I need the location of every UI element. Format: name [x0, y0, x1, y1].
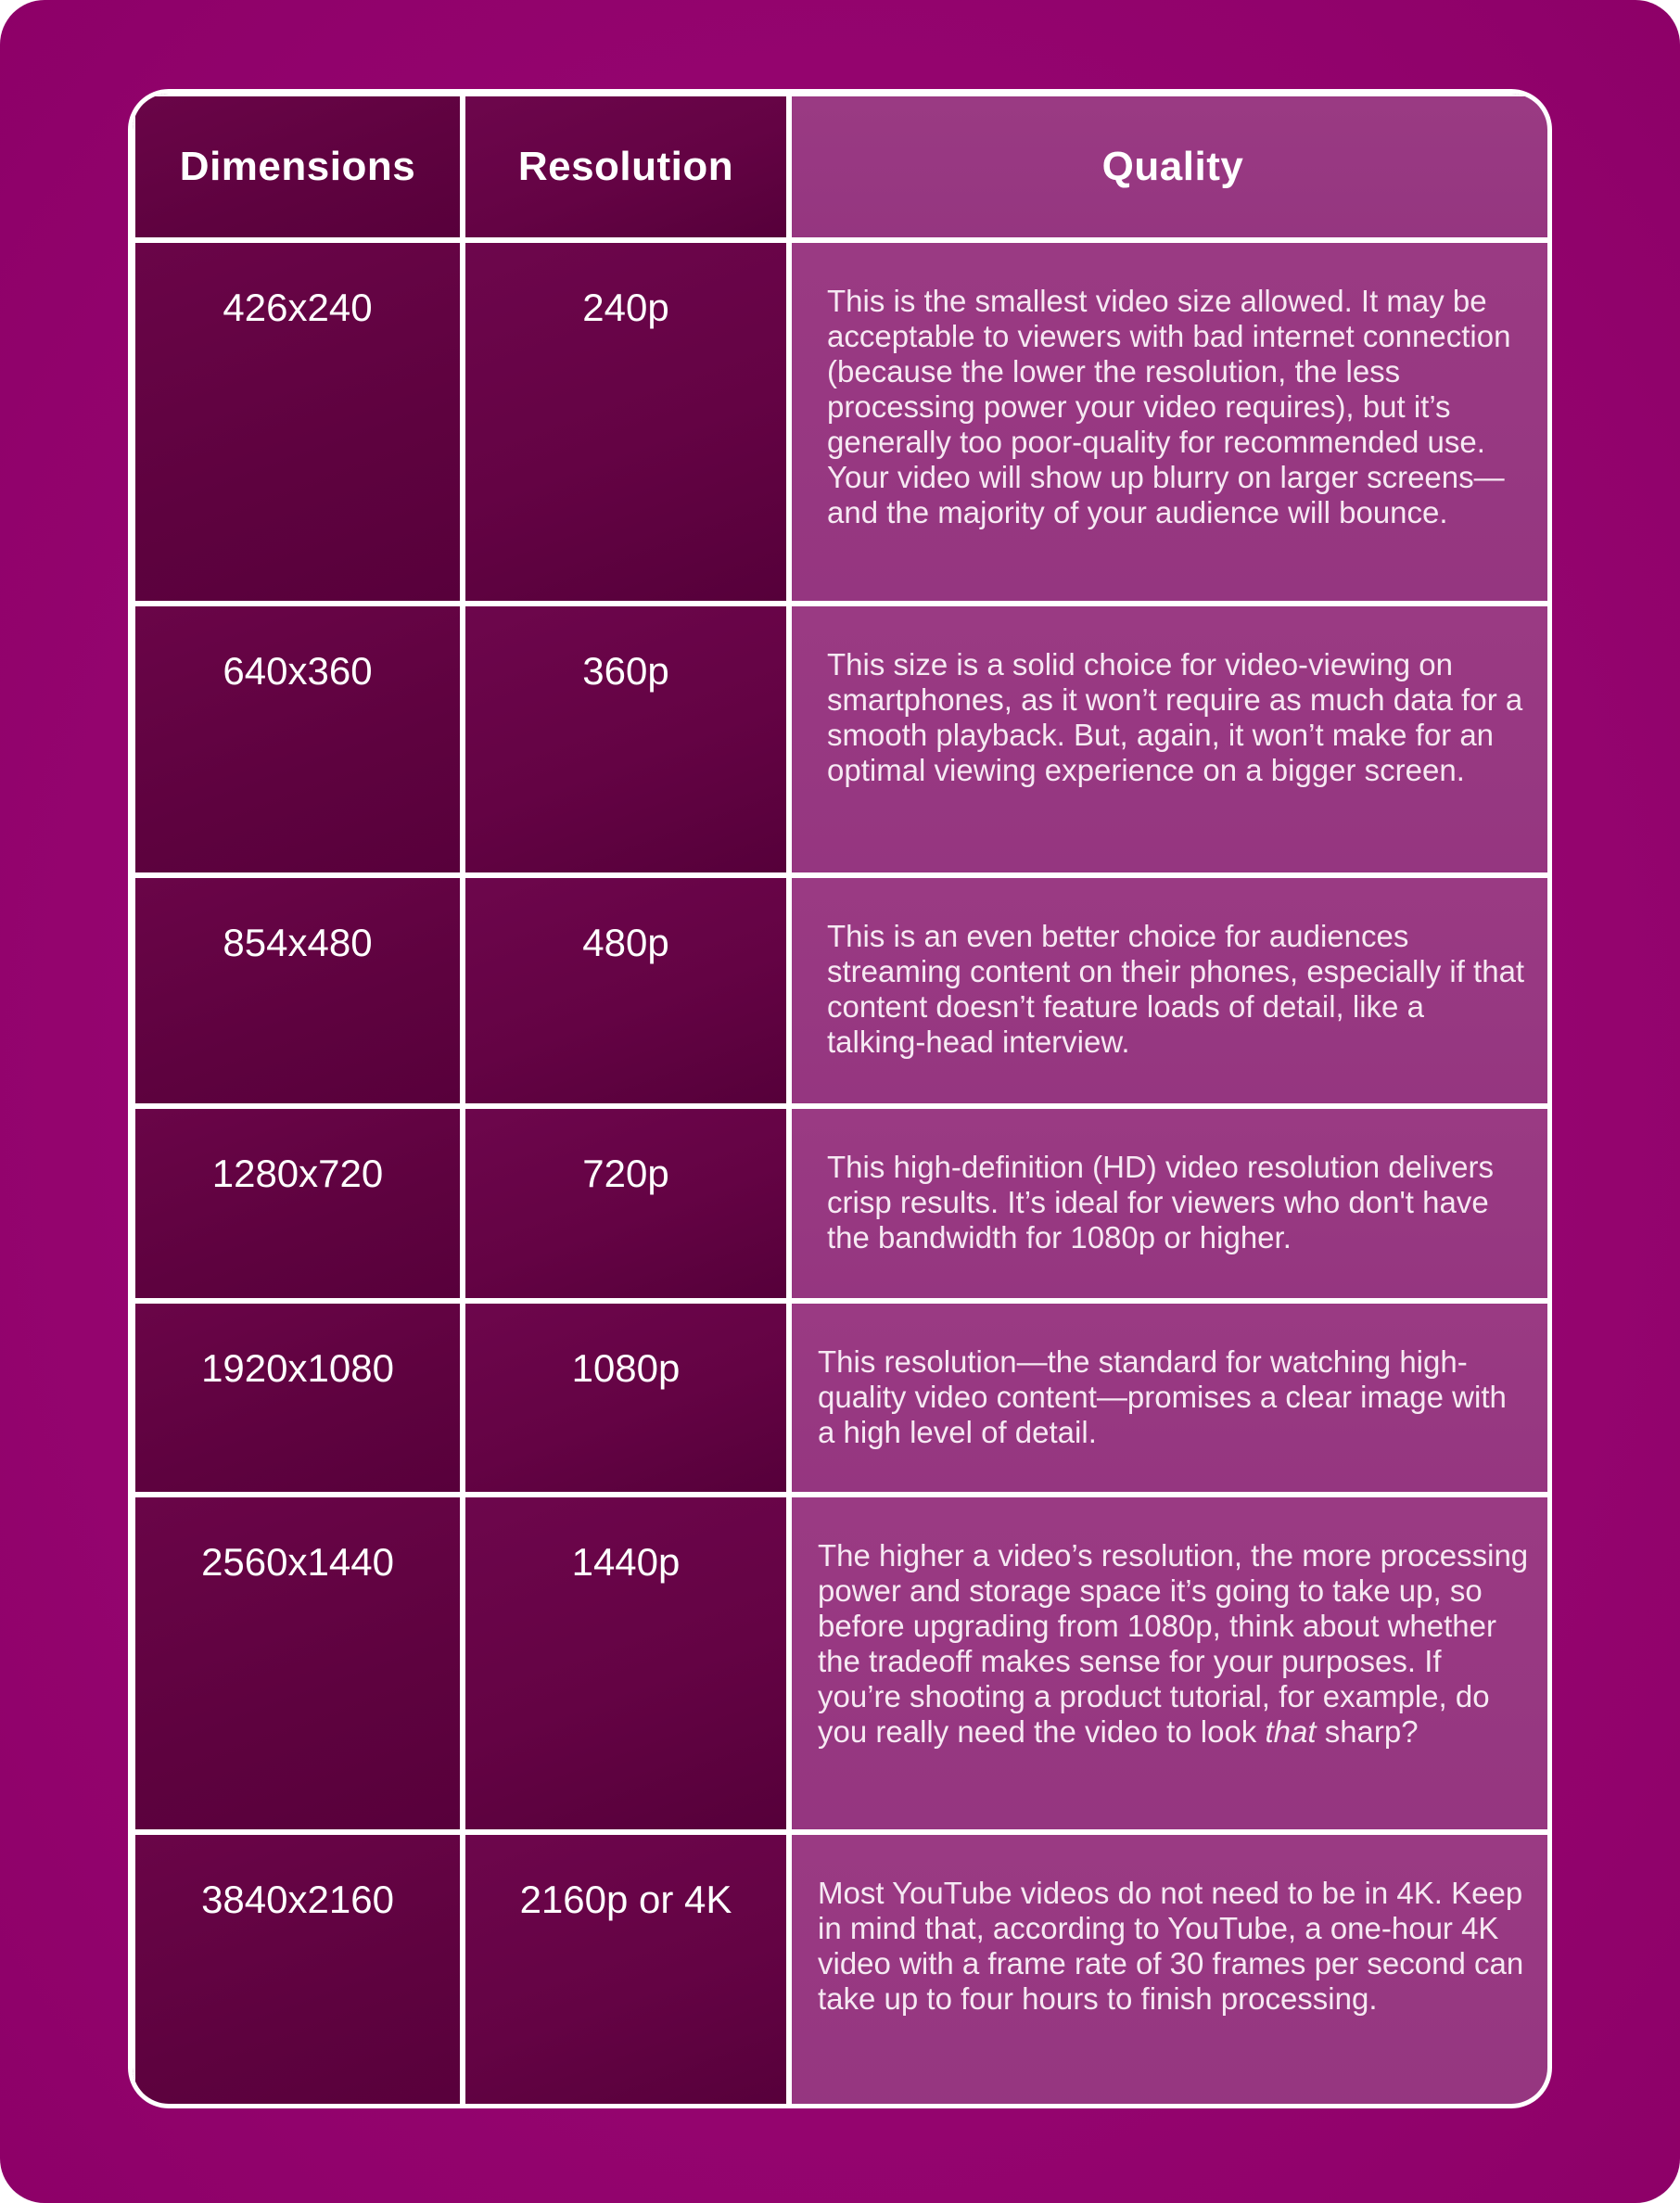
- table-row: [133, 1106, 1552, 1301]
- header-dimensions: Dimensions: [133, 94, 463, 240]
- cell-dimensions: 1280x720: [133, 1106, 463, 1301]
- table-header-row: [133, 94, 1552, 240]
- resolution-table: [130, 91, 1552, 2108]
- cell-quality: Most YouTube videos do not need to be in 4K. Keep in mind that, according to YouTube, a one-hour 4K video with a frame rate of 30 frames per second can take up to four hours to finish processing.: [789, 1832, 1552, 2108]
- cell-dimensions: 1920x1080: [133, 1301, 463, 1495]
- cell-quality: This size is a solid choice for video-viewing on smartphones, as it won’t require as much data for a smooth playback. But, again, it won’t make for an optimal viewing experience on a bigger screen.: [789, 604, 1552, 875]
- quality-emphasis: that: [1265, 1714, 1317, 1749]
- table-row: [133, 1301, 1552, 1495]
- table-row: [133, 1832, 1552, 2108]
- cell-dimensions: 2560x1440: [133, 1495, 463, 1832]
- cell-quality: [789, 1495, 1552, 1832]
- cell-resolution: 360p: [463, 604, 789, 875]
- table-row: [133, 1495, 1552, 1832]
- header-resolution: Resolution: [463, 94, 789, 240]
- cell-quality: This resolution—the standard for watching high-quality video content—promises a clear image with a high level of detail.: [789, 1301, 1552, 1495]
- resolution-table-frame: [128, 89, 1552, 2108]
- cell-dimensions: 3840x2160: [133, 1832, 463, 2108]
- cell-resolution: 1080p: [463, 1301, 789, 1495]
- table-row: [133, 240, 1552, 604]
- cell-resolution: 720p: [463, 1106, 789, 1301]
- table-row: [133, 604, 1552, 875]
- cell-dimensions: 426x240: [133, 240, 463, 604]
- cell-dimensions: 640x360: [133, 604, 463, 875]
- cell-quality: This is an even better choice for audiences streaming content on their phones, especially if that content doesn’t feature loads of detail, like a talking-head interview.: [789, 875, 1552, 1106]
- quality-text: The higher a video’s resolution, the more processing power and storage space it’s going to take up, so before upgrading from 1080p, think about whether the tradeoff makes sense for your purposes. If you’re shooting a product tutorial, for example, do you really need the video to look: [818, 1538, 1529, 1749]
- table-row: [133, 875, 1552, 1106]
- cell-resolution: 480p: [463, 875, 789, 1106]
- cell-resolution: 240p: [463, 240, 789, 604]
- cell-quality: This high-definition (HD) video resolution delivers crisp results. It’s ideal for viewers who don't have the bandwidth for 1080p or higher.: [789, 1106, 1552, 1301]
- header-quality: Quality: [789, 94, 1552, 240]
- quality-text-end: sharp?: [1316, 1714, 1419, 1749]
- cell-resolution: 1440p: [463, 1495, 789, 1832]
- cell-dimensions: 854x480: [133, 875, 463, 1106]
- cell-quality: This is the smallest video size allowed. It may be acceptable to viewers with bad internet connection (because the lower the resolution, the less processing power your video requires), but it’s generally too poor-quality for recommended use. Your video will show up blurry on larger screens—and the majority of your audience will bounce.: [789, 240, 1552, 604]
- cell-resolution: 2160p or 4K: [463, 1832, 789, 2108]
